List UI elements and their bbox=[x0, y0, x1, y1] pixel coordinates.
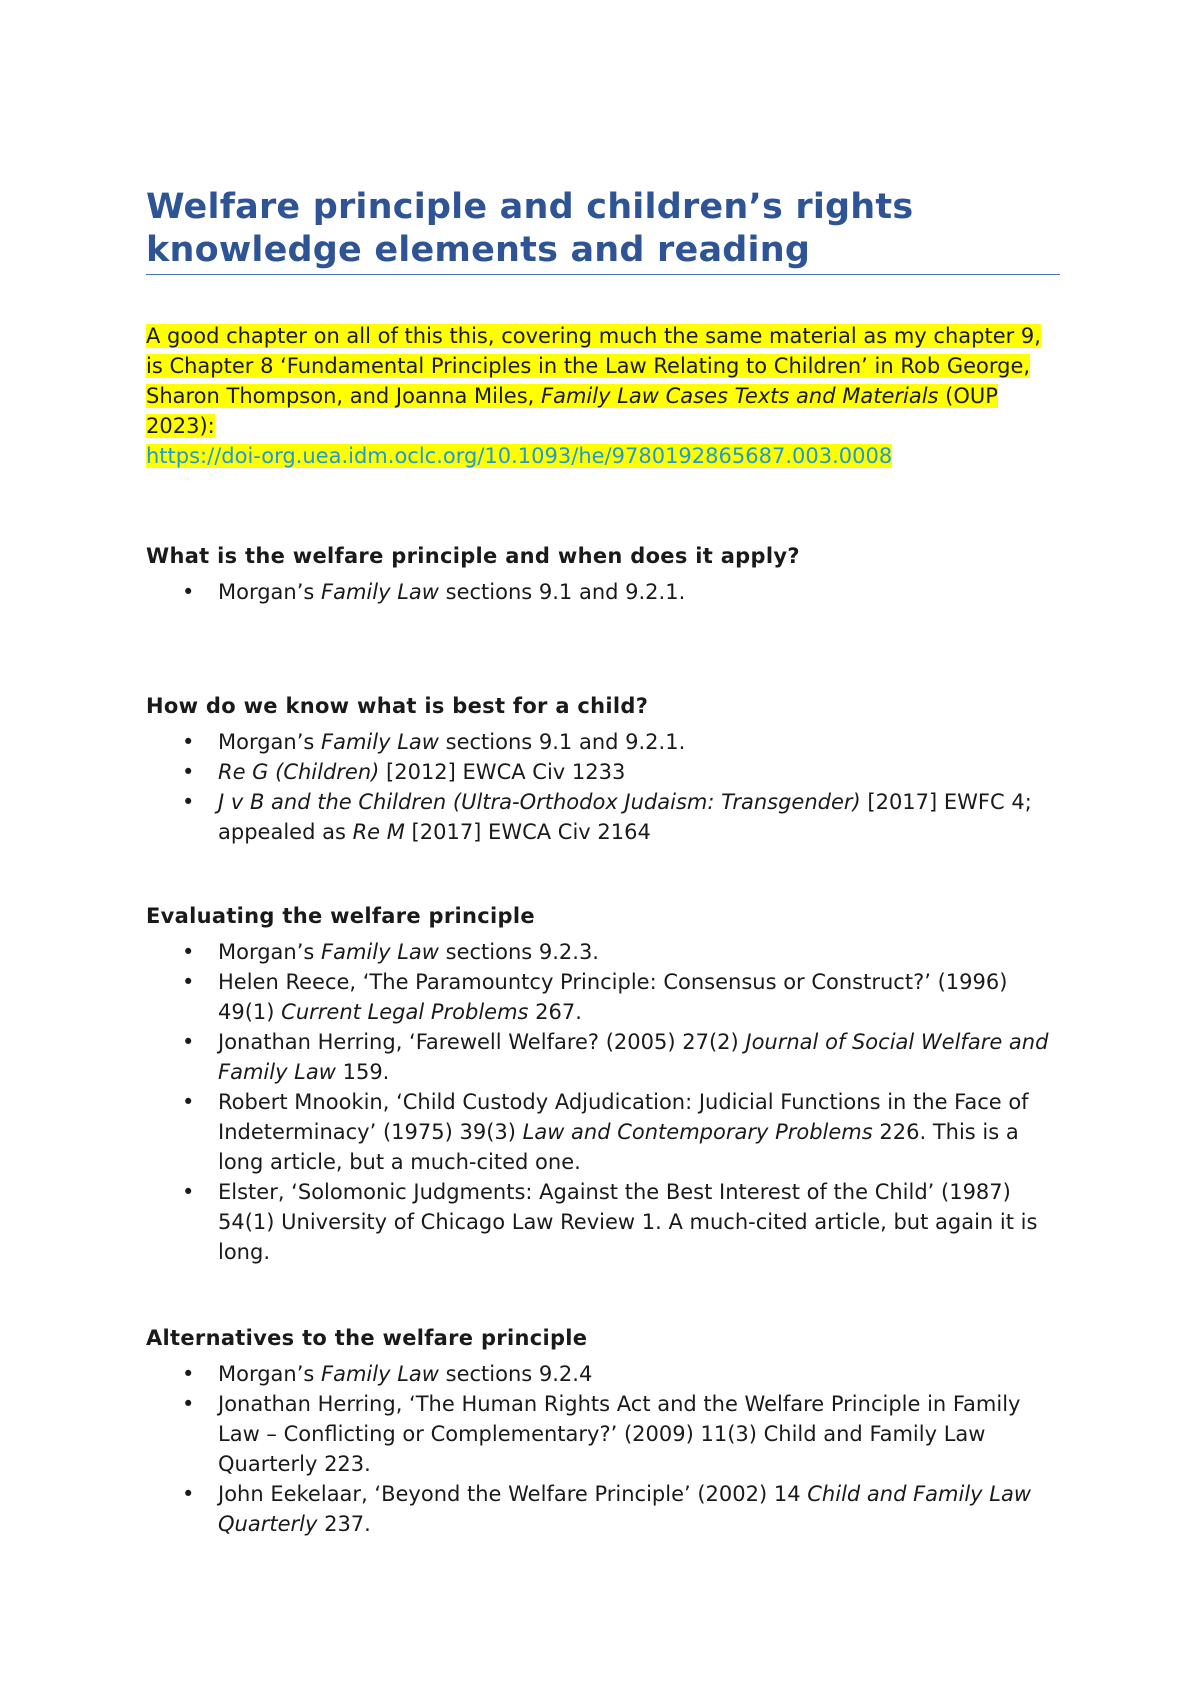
bullet-icon: • bbox=[182, 1090, 195, 1114]
bullet-icon: • bbox=[182, 1482, 195, 1506]
title-line-2: knowledge elements and reading bbox=[146, 230, 811, 270]
intro-text: A good chapter on all of this this, covering much the same material as my chapter 9, is Chapter 8 ‘Fundamental Principles in the Law Relating to Children’ in Rob George, Sharon Thompson, and Joanna Miles, bbox=[146, 324, 1041, 408]
bullet-icon: • bbox=[182, 580, 195, 604]
bullet-icon: • bbox=[182, 730, 195, 754]
bullet-icon: • bbox=[182, 970, 195, 994]
intro-paragraph bbox=[146, 321, 1046, 471]
list-item: • J v B and the Children (Ultra-Orthodox Judaism: Transgender) [2017] EWFC 4; appealed as Re M [2017] EWCA Civ 2164 bbox=[146, 787, 1060, 847]
reading-list bbox=[146, 577, 1060, 607]
bullet-icon: • bbox=[182, 760, 195, 784]
list-item: • Re G (Children) [2012] EWCA Civ 1233 bbox=[146, 757, 1060, 787]
bullet-icon: • bbox=[182, 940, 195, 964]
bullet-icon: • bbox=[182, 1362, 195, 1386]
section-heading: How do we know what is best for a child? bbox=[146, 694, 649, 718]
document-title bbox=[146, 186, 1060, 272]
section-heading: What is the welfare principle and when does it apply? bbox=[146, 544, 800, 568]
title-line-1: Welfare principle and children’s rights bbox=[146, 187, 914, 227]
section-evaluating bbox=[146, 901, 1060, 1267]
doi-link[interactable]: https://doi-org.uea.idm.oclc.org/10.1093/he/9780192865687.003.0008 bbox=[146, 444, 893, 468]
intro-book-title: Family Law Cases Texts and Materials bbox=[541, 384, 939, 408]
intro-publisher: (OUP 2023): bbox=[146, 384, 998, 438]
bullet-icon: • bbox=[182, 1180, 195, 1204]
section-when-applies bbox=[146, 541, 1060, 607]
section-alternatives bbox=[146, 1323, 1060, 1539]
reading-list bbox=[146, 1359, 1060, 1539]
bullet-icon: • bbox=[182, 1392, 195, 1416]
section-heading: Alternatives to the welfare principle bbox=[146, 1326, 588, 1350]
bullet-icon: • bbox=[182, 1030, 195, 1054]
list-item: • Elster, ‘Solomonic Judgments: Against the Best Interest of the Child’ (1987) 54(1) University of Chicago Law Review 1. A much-cited article, but again it is long. bbox=[146, 1177, 1060, 1267]
section-heading: Evaluating the welfare principle bbox=[146, 904, 535, 928]
section-best-for-child bbox=[146, 691, 1060, 847]
bullet-icon: • bbox=[182, 790, 195, 814]
title-underline bbox=[146, 274, 1060, 275]
list-item: • Morgan’s Family Law sections 9.1 and 9.2.1. bbox=[146, 727, 1060, 757]
list-item: • Morgan’s Family Law sections 9.2.3. bbox=[146, 937, 1060, 967]
list-item: • Morgan’s Family Law sections 9.1 and 9.2.1. bbox=[146, 577, 1060, 607]
list-item: • Jonathan Herring, ‘The Human Rights Act and the Welfare Principle in Family Law – Conflicting or Complementary?’ (2009) 11(3) Child and Family Law Quarterly 223. bbox=[146, 1389, 1060, 1479]
list-item: • Jonathan Herring, ‘Farewell Welfare? (2005) 27(2) Journal of Social Welfare and Family Law 159. bbox=[146, 1027, 1060, 1087]
reading-list bbox=[146, 727, 1060, 847]
reading-list bbox=[146, 937, 1060, 1267]
list-item: • Morgan’s Family Law sections 9.2.4 bbox=[146, 1359, 1060, 1389]
list-item: • John Eekelaar, ‘Beyond the Welfare Principle’ (2002) 14 Child and Family Law Quarterly 237. bbox=[146, 1479, 1060, 1539]
list-item: • Robert Mnookin, ‘Child Custody Adjudication: Judicial Functions in the Face of Indeterminacy’ (1975) 39(3) Law and Contemporary Problems 226. This is a long article, but a much-cited one. bbox=[146, 1087, 1060, 1177]
list-item: • Helen Reece, ‘The Paramountcy Principle: Consensus or Construct?’ (1996) 49(1) Current Legal Problems 267. bbox=[146, 967, 1060, 1027]
